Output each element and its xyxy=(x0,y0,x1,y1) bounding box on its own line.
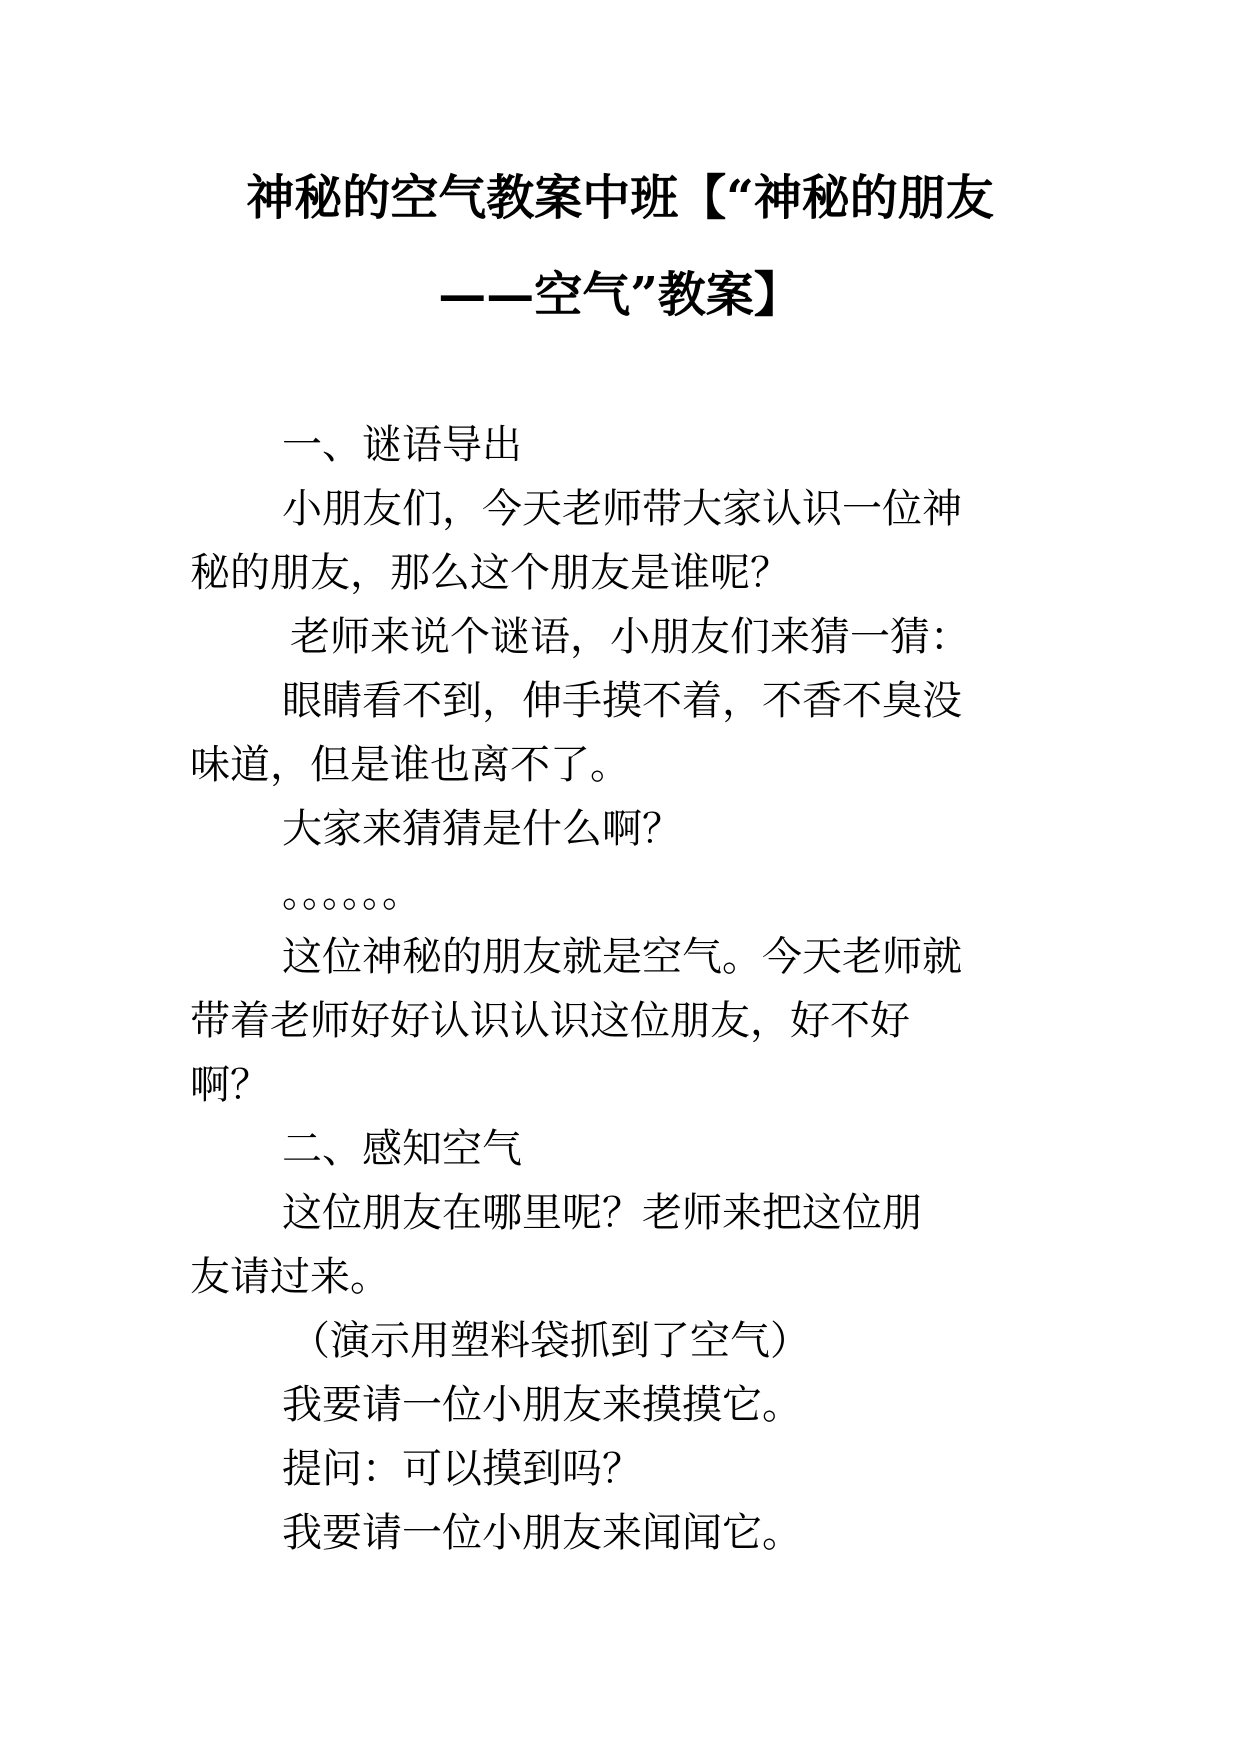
paragraph-line: 眼睛看不到，伸手摸不着，不香不臭没 xyxy=(282,678,962,724)
paragraph-line: 这位神秘的朋友就是空气。今天老师就 xyxy=(282,934,962,980)
paragraph-line: 带着老师好好认识认识这位朋友，好不好 xyxy=(190,998,910,1044)
paragraph-line: 这位朋友在哪里呢？老师来把这位朋 xyxy=(282,1190,922,1236)
paragraph-line: 提问：可以摸到吗？ xyxy=(282,1446,642,1492)
section-heading-riddle: 一、谜语导出 xyxy=(282,422,522,468)
paragraph-line: 。。。。。。 xyxy=(282,870,422,916)
paragraph-line: 味道，但是谁也离不了。 xyxy=(190,742,630,788)
document-title-line-2: ——空气”教案】 xyxy=(438,267,802,323)
paragraph-line: 大家来猜猜是什么啊？ xyxy=(282,806,682,852)
paragraph-line: （演示用塑料袋抓到了空气） xyxy=(290,1318,810,1364)
paragraph-line: 我要请一位小朋友来闻闻它。 xyxy=(282,1510,802,1556)
paragraph-line: 友请过来。 xyxy=(190,1254,390,1300)
paragraph-line: 秘的朋友，那么这个朋友是谁呢？ xyxy=(190,550,790,596)
paragraph-line: 小朋友们，今天老师带大家认识一位神 xyxy=(282,486,962,532)
paragraph-line: 老师来说个谜语，小朋友们来猜一猜： xyxy=(290,614,970,660)
section-heading-perceive: 二、感知空气 xyxy=(282,1126,522,1172)
document-title-line-1: 神秘的空气教案中班【“神秘的朋友 xyxy=(246,170,994,226)
paragraph-line: 啊？ xyxy=(190,1062,270,1108)
paragraph-line: 我要请一位小朋友来摸摸它。 xyxy=(282,1382,802,1428)
